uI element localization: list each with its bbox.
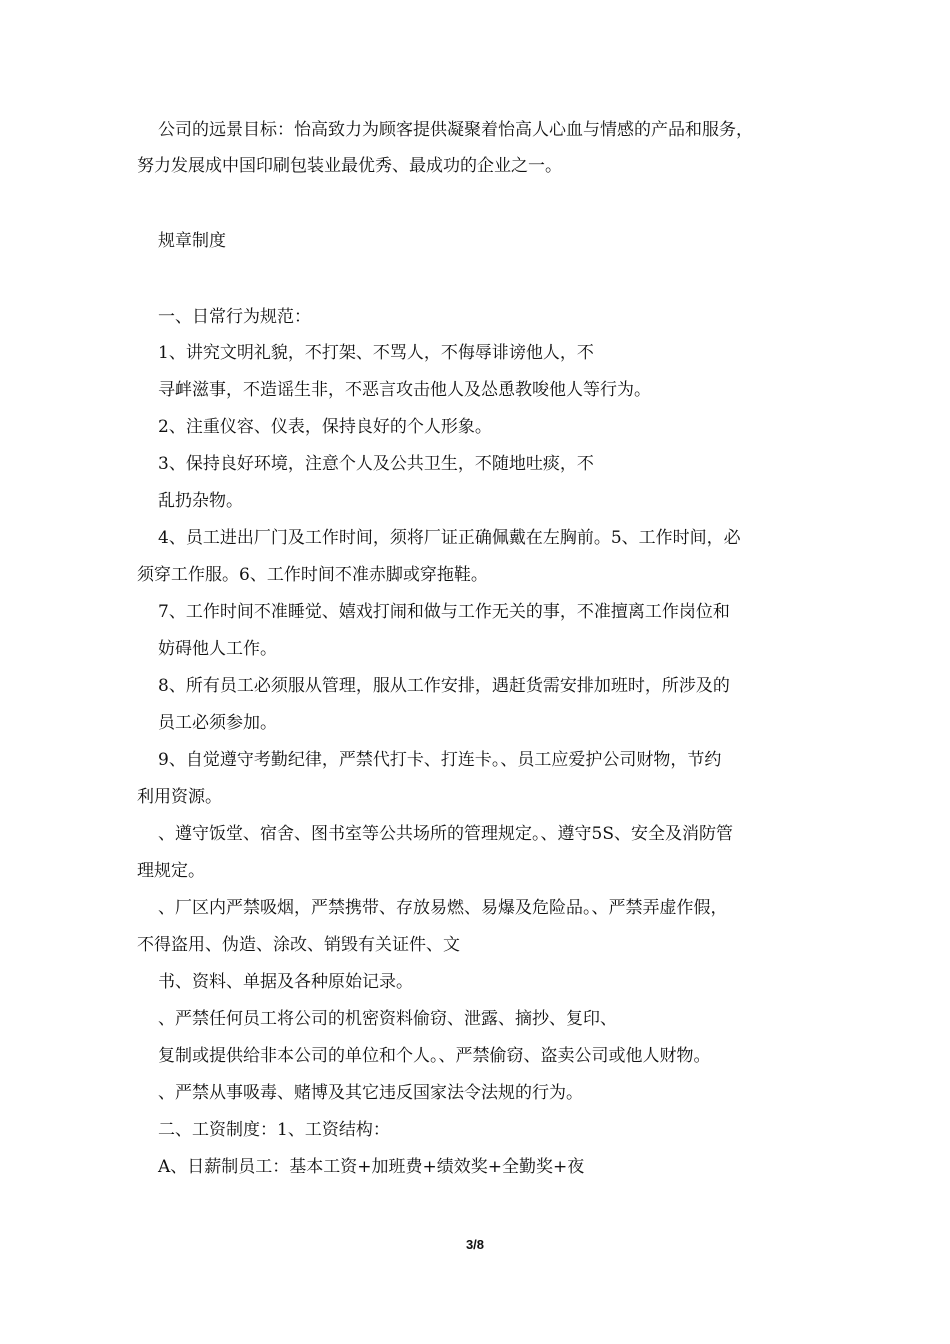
section-heading: 一、日常行为规范： [158,307,311,327]
paragraph-line: 妨碍他人工作。 [158,639,277,659]
paragraph-line: 书、资料、单据及各种原始记录。 [158,972,413,992]
paragraph-line: 员工必须参加。 [158,713,277,733]
paragraph-line: 寻衅滋事，不造谣生非，不恶言攻击他人及怂恿教唆他人等行为。 [158,380,651,400]
paragraph-line: 公司的远景目标：怡高致力为顾客提供凝聚着怡高人心血与情感的产品和服务， [158,120,753,140]
section-heading: 规章制度 [158,231,226,251]
paragraph-line: 8、所有员工必须服从管理，服从工作安排，遇赶货需安排加班时，所涉及的 [158,676,730,696]
paragraph-line: 理规定。 [137,861,205,881]
paragraph-line: 2、注重仪容、仪表，保持良好的个人形象。 [158,417,492,437]
paragraph-line: 、遵守饭堂、宿舍、图书室等公共场所的管理规定。、遵守5S、安全及消防管 [158,824,733,844]
paragraph-line: 9、自觉遵守考勤纪律，严禁代打卡、打连卡。、员工应爱护公司财物，节约 [158,750,722,770]
paragraph-line: 乱扔杂物。 [158,491,243,511]
paragraph-line: 、严禁从事吸毒、赌博及其它违反国家法令法规的行为。 [158,1083,583,1103]
paragraph-line: 7、工作时间不准睡觉、嬉戏打闹和做与工作无关的事，不准擅离工作岗位和 [158,602,730,622]
paragraph-line: 、严禁任何员工将公司的机密资料偷窃、泄露、摘抄、复印、 [158,1009,617,1029]
paragraph-line: 努力发展成中国印刷包装业最优秀、最成功的企业之一。 [137,156,562,176]
paragraph-line: 复制或提供给非本公司的单位和个人。、严禁偷窃、盗卖公司或他人财物。 [158,1046,711,1066]
paragraph-line: 4、员工进出厂门及工作时间，须将厂证正确佩戴在左胸前。5、工作时间，必 [158,528,741,548]
paragraph-line: 3、保持良好环境，注意个人及公共卫生，不随地吐痰，不 [158,454,594,474]
paragraph-line: 不得盗用、伪造、涂改、销毁有关证件、文 [137,935,460,955]
paragraph-line: 1、讲究文明礼貌，不打架、不骂人，不侮辱诽谤他人，不 [158,343,594,363]
paragraph-line: 利用资源。 [137,787,222,807]
page-number: 3/8 [465,1237,485,1252]
paragraph-line: 、厂区内严禁吸烟，严禁携带、存放易燃、易爆及危险品。、严禁弄虚作假， [158,898,728,918]
paragraph-line: 须穿工作服。6、工作时间不准赤脚或穿拖鞋。 [137,565,488,585]
paragraph-line: A、日薪制员工：基本工资+加班费+绩效奖+全勤奖+夜 [158,1157,585,1177]
section-heading: 二、工资制度：1、工资结构： [158,1120,390,1140]
